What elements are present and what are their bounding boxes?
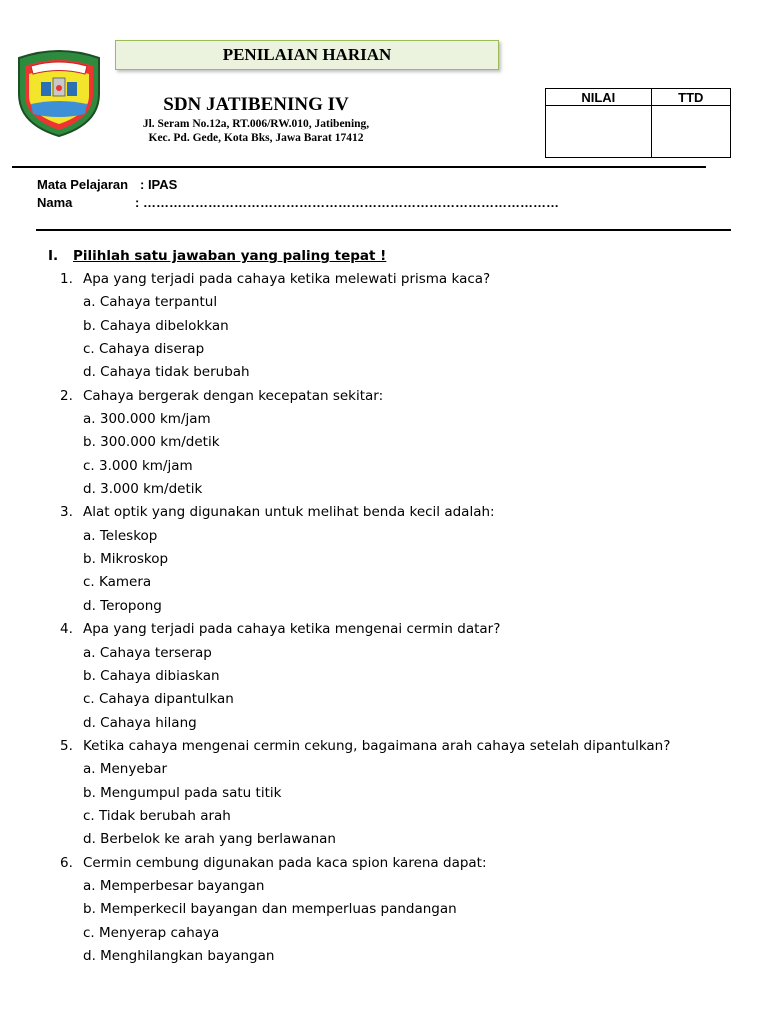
page-title: PENILAIAN HARIAN xyxy=(222,45,392,64)
question-6 xyxy=(0,852,768,969)
answer-option-a[interactable]: a. Memperbesar bayangan xyxy=(83,877,265,894)
answer-option-d[interactable]: d. Cahaya hilang xyxy=(83,714,197,731)
answer-option-a[interactable]: a. Cahaya terpantul xyxy=(83,294,218,311)
answer-option-c[interactable]: c. Cahaya dipantulkan xyxy=(83,691,234,708)
question-number: 2. xyxy=(60,387,73,404)
question-text: Apa yang terjadi pada cahaya ketika melewati prisma kaca? xyxy=(83,271,491,287)
school-crest-logo xyxy=(13,48,105,138)
question-4 xyxy=(0,618,768,735)
student-info xyxy=(37,176,559,212)
question-number: 6. xyxy=(60,854,73,871)
answer-option-b[interactable]: b. 300.000 km/detik xyxy=(83,434,220,451)
question-number: 3. xyxy=(60,504,73,521)
signature-cell[interactable] xyxy=(651,106,730,158)
section-number: I. xyxy=(48,248,59,264)
answer-option-b[interactable]: b. Mengumpul pada satu titik xyxy=(83,784,282,801)
question-text: Ketika cahaya mengenai cermin cekung, bagaimana arah cahaya setelah dipantulkan? xyxy=(83,737,671,754)
answer-option-c[interactable]: c. Kamera xyxy=(83,574,152,591)
name-field[interactable]: : …………………………………………………………………………………… xyxy=(135,195,559,210)
answer-option-d[interactable]: d. Teropong xyxy=(83,597,162,614)
score-cell[interactable] xyxy=(546,106,652,158)
question-list xyxy=(0,268,768,968)
question-text: Cermin cembung digunakan pada kaca spion karena dapat: xyxy=(83,854,487,871)
signature-column-header: TTD xyxy=(651,89,730,106)
name-label: Nama xyxy=(37,195,73,210)
question-number: 4. xyxy=(60,621,73,638)
section-heading xyxy=(48,248,386,264)
question-text: Apa yang terjadi pada cahaya ketika mengenai cermin datar? xyxy=(83,621,501,638)
school-address-line-2: Kec. Pd. Gede, Kota Bks, Jawa Barat 17412 xyxy=(148,132,364,144)
answer-option-d[interactable]: d. 3.000 km/detik xyxy=(83,481,203,498)
score-signature-table xyxy=(545,88,731,158)
question-1 xyxy=(0,268,768,385)
school-address xyxy=(106,117,406,145)
answer-option-a[interactable]: a. 300.000 km/jam xyxy=(83,411,211,428)
answer-option-a[interactable]: a. Menyebar xyxy=(83,761,168,778)
school-name: SDN JATIBENING IV xyxy=(163,94,349,115)
question-text: Cahaya bergerak dengan kecepatan sekitar: xyxy=(83,387,384,404)
subject-value: : IPAS xyxy=(140,177,178,192)
question-text: Alat optik yang digunakan untuk melihat benda kecil adalah: xyxy=(83,504,495,521)
question-2 xyxy=(0,385,768,502)
answer-option-b[interactable]: b. Cahaya dibiaskan xyxy=(83,667,220,684)
answer-option-c[interactable]: c. 3.000 km/jam xyxy=(83,457,193,474)
subject-row xyxy=(37,176,559,194)
answer-option-a[interactable]: a. Teleskop xyxy=(83,527,158,544)
answer-option-c[interactable]: c. Tidak berubah arah xyxy=(83,807,231,824)
answer-option-d[interactable]: d. Menghilangkan bayangan xyxy=(83,947,275,964)
question-number: 5. xyxy=(60,737,73,754)
answer-option-c[interactable]: c. Menyerap cahaya xyxy=(83,924,220,941)
school-address-line-1: Jl. Seram No.12a, RT.006/RW.010, Jatibening, xyxy=(142,118,370,130)
header-divider xyxy=(12,166,706,168)
answer-option-d[interactable]: d. Berbelok ke arah yang berlawanan xyxy=(83,831,336,848)
meta-divider xyxy=(36,229,731,231)
answer-option-d[interactable]: d. Cahaya tidak berubah xyxy=(83,364,250,381)
subject-label: Mata Pelajaran xyxy=(37,177,129,192)
page-title-box xyxy=(115,40,499,70)
answer-option-b[interactable]: b. Cahaya dibelokkan xyxy=(83,317,229,334)
name-row xyxy=(37,194,559,212)
question-number: 1. xyxy=(60,271,73,287)
answer-option-b[interactable]: b. Mikroskop xyxy=(83,551,169,568)
answer-option-b[interactable]: b. Memperkecil bayangan dan memperluas pandangan xyxy=(83,901,457,918)
answer-option-c[interactable]: c. Cahaya diserap xyxy=(83,341,205,358)
question-3 xyxy=(0,501,768,618)
question-5 xyxy=(0,735,768,852)
section-instruction: Pilihlah satu jawaban yang paling tepat ! xyxy=(73,248,387,264)
answer-option-a[interactable]: a. Cahaya terserap xyxy=(83,644,212,661)
score-column-header: NILAI xyxy=(546,89,652,106)
